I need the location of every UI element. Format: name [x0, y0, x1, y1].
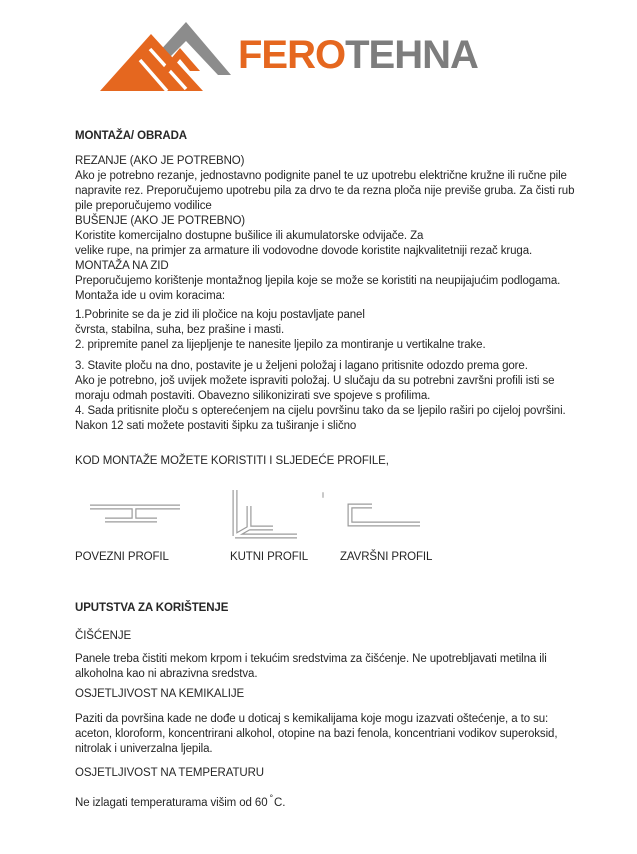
text-segment: Ne izlagati temperaturama višim od 60: [75, 796, 268, 809]
subheading-kemikalije: OSJETLJIVOST NA KEMIKALIJE: [75, 688, 245, 700]
profile-label-zavrsni: ZAVRŠNI PROFIL: [340, 551, 433, 563]
text-line: REZANJE (AKO JE POTREBNO): [75, 155, 245, 167]
text-line: Koristite komercijalno dostupne bušilice ili akumulatorske odvijače. Za: [75, 230, 424, 242]
profiles-intro-line: KOD MONTAŽE MOŽETE KORISTITI I SLJEDEĆE PROFILE,: [75, 455, 389, 467]
subheading-ciscenje: ČIŠĆENJE: [75, 630, 132, 642]
section-heading-uputstva: UPUTSTVA ZA KORIŠTENJE: [75, 602, 229, 614]
profile-diagrams-row: [75, 484, 637, 544]
text-line: 4. Sada pritisnite ploču s opterećenjem na cijelu površinu tako da se ljepilo raširi po cijeloj površini.: [75, 405, 566, 417]
h-connector-profile-icon: [88, 502, 183, 526]
text-line: Paziti da površina kade ne dođe u doticaj s kemikalijama koje mogu izazvati oštećenje, a to su:: [75, 713, 549, 725]
paragraph-steps-3-4: [75, 359, 637, 434]
profile-labels-row: [75, 550, 637, 565]
text-line: Nakon 12 sati možete postaviti šipku za tuširanje i slično: [75, 420, 357, 432]
text-line: napravite rez. Preporučujemo upotrebu pila za drvo te da rezna ploča nije previše gruba. Za čisti rub: [75, 185, 575, 197]
logo-wordmark: [238, 35, 478, 75]
paragraph-kemikalije: [75, 712, 637, 757]
text-line: Panele treba čistiti mekom krpom i tekućim sredstvima za čišćenje. Ne upotrebljavati metilna ili: [75, 653, 547, 665]
text-line: Montaža ide u ovim koracima:: [75, 290, 225, 302]
text-line: čvrsta, stabilna, suha, bez prašine i masti.: [75, 324, 285, 336]
text-line: MONTAŽA NA ZID: [75, 260, 169, 272]
text-line: Ako je potrebno rezanje, jednostavno podignite panel te uz upotrebu električne kružne ili ručne pile: [75, 170, 567, 182]
text-segment: C.: [274, 796, 286, 809]
logo-text-tehna: TEHNA: [345, 33, 478, 77]
text-line: alkoholna kao ni abrazivna sredstva.: [75, 668, 258, 680]
text-line: 3. Stavite ploču na dno, postavite je u željeni položaj i lagano pritisnite odozdo prema gore.: [75, 360, 528, 372]
text-line: velike rupe, na primjer za armature ili vodovodne dovode koristite najkvalitetniji rezač kruga.: [75, 245, 533, 257]
section-heading-montaza: MONTAŽA/ OBRADA: [75, 130, 187, 142]
end-profile-icon: [340, 501, 425, 529]
mountain-peaks-icon: [100, 15, 232, 95]
text-line: Ako je potrebno, još uvijek možete ispraviti položaj. U slučaju da su potrebni završni profili isti se: [75, 375, 555, 387]
logo-text-fero: FERO: [238, 33, 346, 77]
profile-label-kutni: KUTNI PROFIL: [230, 551, 309, 563]
text-line: aceton, kloroform, koncentrirani alkohol, otopine na bazi fenola, koncentriani vodikov superoksid,: [75, 728, 558, 740]
text-line: nitrolak i univerzalna ljepila.: [75, 743, 213, 755]
temperature-limit-line: [75, 791, 637, 811]
text-line: 1.Pobrinite se da je zid ili pločice na koju postavljate panel: [75, 309, 365, 321]
subheading-temperatura: OSJETLJIVOST NA TEMPERATURU: [75, 767, 265, 779]
text-line: Preporučujemo korištenje montažnog ljepila koje se može se koristiti na neupijajućim podlogama.: [75, 275, 561, 287]
paragraph-steps-1-2: [75, 308, 637, 353]
degree-symbol: °: [269, 793, 274, 803]
corner-profile-icon: [225, 488, 303, 542]
text-line: BUŠENJE (AKO JE POTREBNO): [75, 215, 246, 227]
paragraph-rezanje-busenje-montaza: [75, 154, 637, 304]
text-line: moraju odmah postaviti. Obavezno silikonizirati sve spojeve s profilima.: [75, 390, 431, 402]
stray-mark: [322, 492, 324, 498]
profile-label-povezni: POVEZNI PROFIL: [75, 551, 169, 563]
text-line: pile preporučujemo vodilice: [75, 200, 212, 212]
ferotehna-logo: [100, 0, 637, 96]
text-line: 2. pripremite panel za lijepljenje te nanesite ljepilo za montiranje u vertikalne trake.: [75, 339, 486, 351]
paragraph-ciscenje: [75, 652, 637, 682]
